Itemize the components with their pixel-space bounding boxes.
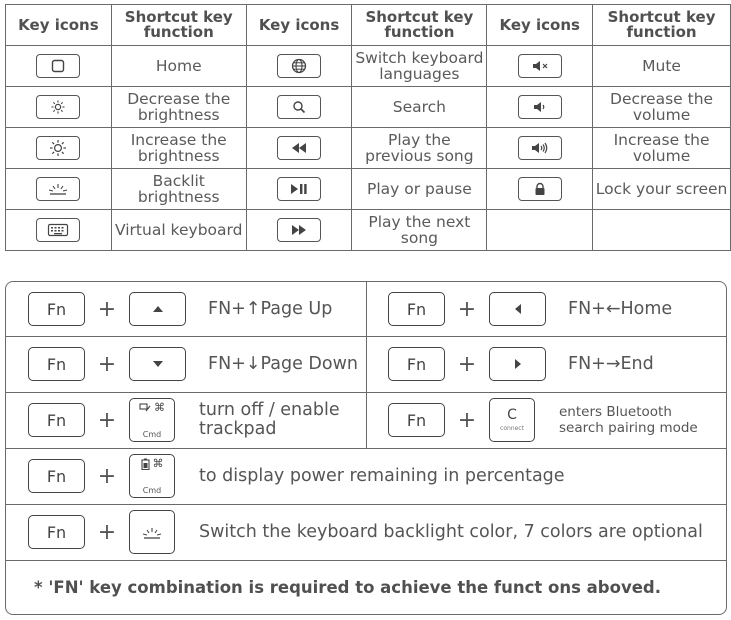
home-key-icon (36, 54, 80, 78)
fn-page-up-combo (28, 292, 332, 326)
plus-sign: + (97, 296, 117, 322)
function-cell: Play the previous song (352, 128, 487, 169)
fn-page-down-combo (28, 347, 358, 381)
function-cell: Play the next song (352, 210, 487, 251)
footnote: * 'FN' key combination is required to achieve the funct ons aboved. (34, 578, 661, 597)
left-arrow-key-icon (489, 292, 546, 326)
function-cell: Increase the volume (593, 128, 731, 169)
cmd-label: Cmd (142, 430, 162, 439)
plus-sign: + (97, 351, 117, 377)
description-line: turn off / enable (199, 400, 340, 420)
command-icon: ⌘ (154, 401, 165, 414)
c-key-letter: C (507, 406, 517, 423)
volume-up-key-icon (518, 136, 562, 160)
fn-end-combo (388, 347, 654, 381)
fn-home-combo (388, 292, 672, 326)
globe-key-icon (277, 54, 321, 78)
plus-sign: + (97, 519, 117, 545)
fn-power-combo (28, 454, 565, 498)
mute-key-icon (518, 54, 562, 78)
lock-key-icon (518, 177, 562, 201)
plus-sign: + (457, 296, 477, 322)
function-cell: Virtual keyboard (111, 210, 246, 251)
up-arrow-key-icon (129, 292, 186, 326)
divider (6, 448, 726, 449)
next-track-key-icon (277, 218, 321, 242)
combo-description: FN+←Home (568, 299, 673, 319)
empty-cell (593, 210, 731, 251)
shortcut-key-table (5, 4, 731, 251)
function-cell: Lock your screen (593, 169, 731, 210)
power-cmd-key (129, 454, 175, 498)
connect-label: connect (500, 424, 524, 432)
column-header: Shortcut key function (352, 5, 487, 46)
backlight-key-icon (36, 177, 80, 201)
description-line: trackpad (199, 419, 277, 439)
column-header: Key icons (246, 5, 352, 46)
trackpad-icon (139, 403, 151, 413)
function-cell: Mute (593, 46, 731, 87)
fn-trackpad-combo (28, 398, 340, 442)
function-cell: Decrease the brightness (111, 87, 246, 128)
table-row (6, 169, 731, 210)
combo-description (199, 401, 340, 439)
combo-description: to display power remaining in percentage (199, 466, 565, 486)
play-pause-key-icon (277, 177, 321, 201)
divider (6, 504, 726, 505)
function-cell: Home (111, 46, 246, 87)
brightness-up-key-icon (36, 136, 80, 160)
column-header: Key icons (487, 5, 593, 46)
battery-icon (141, 458, 150, 470)
trackpad-cmd-key (129, 398, 175, 442)
volume-down-key-icon (518, 95, 562, 119)
function-cell: Increase the brightness (111, 128, 246, 169)
combo-description: FN+↓Page Down (208, 354, 358, 374)
down-arrow-key-icon (129, 347, 186, 381)
fn-combination-panel (5, 281, 727, 615)
column-header: Shortcut key function (111, 5, 246, 46)
command-icon: ⌘ (152, 457, 164, 470)
function-cell: Play or pause (352, 169, 487, 210)
fn-key: Fn (28, 515, 85, 549)
empty-cell (487, 210, 593, 251)
plus-sign: + (457, 407, 477, 433)
divider (6, 560, 726, 561)
table-header-row (6, 5, 731, 46)
description-line: enters Bluetooth (559, 404, 672, 420)
brightness-down-key-icon (36, 95, 80, 119)
fn-bluetooth-combo (388, 398, 698, 442)
previous-track-key-icon (277, 136, 321, 160)
table-row (6, 210, 731, 251)
combo-description: FN+↑Page Up (208, 299, 333, 319)
fn-key: Fn (28, 459, 85, 493)
combo-description: FN+→End (568, 354, 654, 374)
function-cell: Switch keyboard languages (352, 46, 487, 87)
table-row (6, 128, 731, 169)
plus-sign: + (97, 463, 117, 489)
table-row (6, 46, 731, 87)
column-header: Shortcut key function (593, 5, 731, 46)
virtual-keyboard-key-icon (36, 218, 80, 242)
cmd-label: Cmd (142, 486, 162, 495)
function-cell: Backlit brightness (111, 169, 246, 210)
plus-sign: + (97, 407, 117, 433)
fn-key: Fn (28, 403, 85, 437)
right-arrow-key-icon (489, 347, 546, 381)
combo-description (559, 404, 698, 436)
divider (366, 282, 367, 448)
function-cell: Decrease the volume (593, 87, 731, 128)
search-key-icon (277, 95, 321, 119)
fn-key: Fn (388, 347, 445, 381)
fn-key: Fn (28, 292, 85, 326)
table-row (6, 87, 731, 128)
fn-key: Fn (388, 403, 445, 437)
combo-description: Switch the keyboard backlight color, 7 colors are optional (199, 522, 703, 542)
function-cell: Search (352, 87, 487, 128)
column-header: Key icons (6, 5, 112, 46)
description-line: search pairing mode (559, 420, 698, 436)
fn-backlight-color-combo (28, 510, 703, 554)
connect-c-key (489, 398, 535, 442)
backlight-color-key-icon (129, 510, 175, 554)
plus-sign: + (457, 351, 477, 377)
fn-key: Fn (28, 347, 85, 381)
fn-key: Fn (388, 292, 445, 326)
